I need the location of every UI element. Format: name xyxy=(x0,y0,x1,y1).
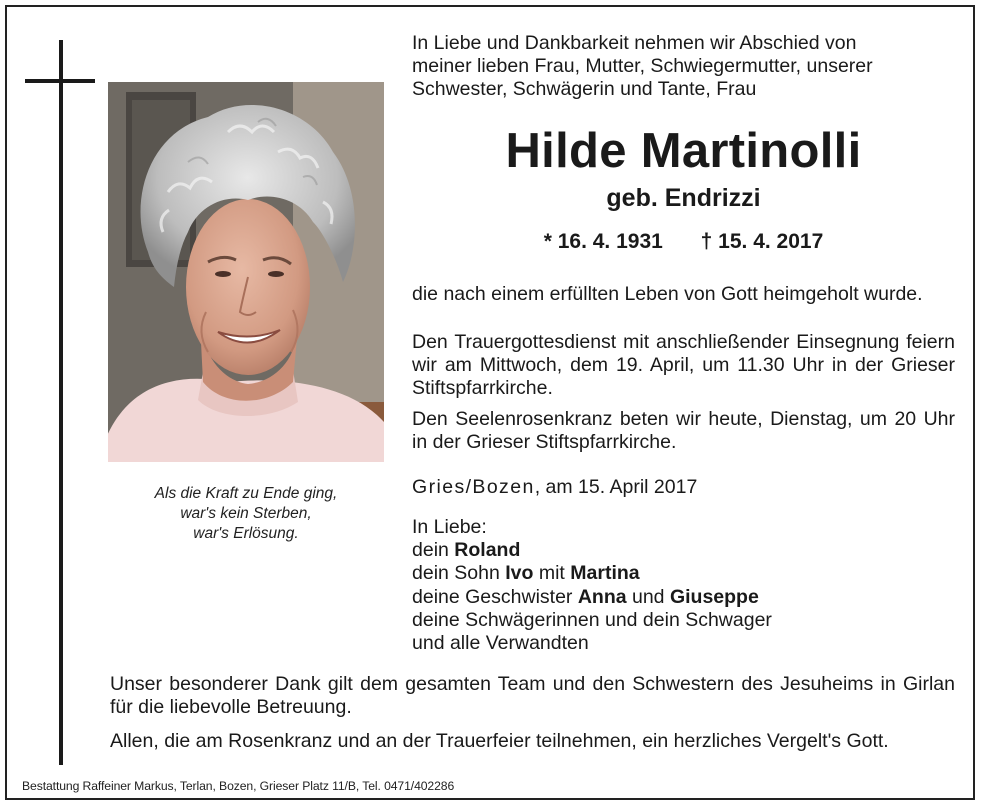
birth-name: geb. Endrizzi xyxy=(606,184,761,212)
thanks-paragraph-2 xyxy=(110,730,955,753)
family-line: und alle Verwandten xyxy=(412,632,589,655)
funeral-home-footer: Bestattung Raffeiner Markus, Terlan, Bozen, Grieser Platz 11/B, Tel. 0471/402286 xyxy=(22,779,455,793)
paragraph-text: Den Seelenrosenkranz beten wir heute, Dienstag, um 20 Uhr in der Grieser Stiftspfarrkirche. xyxy=(412,408,955,453)
body-paragraph-2 xyxy=(412,331,955,400)
intro-line: meiner lieben Frau, Mutter, Schwiegermutter, unserer xyxy=(412,55,873,77)
family-line xyxy=(412,539,955,562)
portrait-illustration xyxy=(108,82,384,462)
paragraph-text: Den Trauergottesdienst mit anschließender Einsegnung feiern wir am Mittwoch, dem 19. April, um 11.30 Uhr in der Grieser Stiftspfarrkirche. xyxy=(412,331,955,399)
family-member-name: Roland xyxy=(454,539,521,562)
family-text: dein xyxy=(412,539,455,562)
body-paragraph-1 xyxy=(412,283,955,306)
paragraph-text: die nach einem erfüllten Leben von Gott heimgeholt wurde. xyxy=(412,283,923,305)
place-name: Gries/Bozen xyxy=(412,476,535,498)
family-line: deine Schwägerinnen und dein Schwager xyxy=(412,608,772,631)
quote-line: war's kein Sterben, xyxy=(180,505,312,522)
family-member-name: Martina xyxy=(570,562,640,585)
place-date-line xyxy=(412,476,955,499)
intro-text xyxy=(412,32,955,101)
intro-line: In Liebe und Dankbarkeit nehmen wir Abschied von xyxy=(412,32,857,54)
memorial-quote xyxy=(108,484,384,544)
quote-line: Als die Kraft zu Ende ging, xyxy=(154,485,338,502)
cross-vertical-bar xyxy=(59,40,63,765)
family-member-name: Anna xyxy=(577,585,627,608)
life-dates xyxy=(412,230,955,254)
family-heading: In Liebe: xyxy=(412,516,487,538)
date-text: , am 15. April 2017 xyxy=(534,476,698,498)
cross-horizontal-bar xyxy=(25,79,95,83)
paragraph-text: Unser besonderer Dank gilt dem gesamten Team und den Schwestern des Jesuheims in Girlan für die liebevolle Betreuung. xyxy=(110,673,955,718)
deceased-name: Hilde Martinolli xyxy=(505,124,862,178)
family-list xyxy=(412,516,955,655)
family-text: mit xyxy=(533,562,571,585)
family-member-name: Giuseppe xyxy=(669,585,759,608)
portrait-photo xyxy=(108,82,384,462)
birth-date: * 16. 4. 1931 xyxy=(543,230,663,253)
thanks-paragraph-1 xyxy=(110,673,955,719)
family-line xyxy=(412,586,955,609)
family-line xyxy=(412,562,955,585)
paragraph-text: Allen, die am Rosenkranz und an der Trauerfeier teilnehmen, ein herzliches Vergelt's Gott. xyxy=(110,730,889,752)
intro-line: Schwester, Schwägerin und Tante, Frau xyxy=(412,78,757,100)
family-text: deine Geschwister xyxy=(412,585,578,608)
family-text: und xyxy=(626,585,670,608)
body-paragraph-3 xyxy=(412,408,955,454)
death-date: † 15. 4. 2017 xyxy=(700,230,824,253)
family-text: dein Sohn xyxy=(412,562,506,585)
place-date-text xyxy=(412,476,955,499)
family-member-name: Ivo xyxy=(505,562,534,585)
quote-line: war's Erlösung. xyxy=(193,525,299,542)
